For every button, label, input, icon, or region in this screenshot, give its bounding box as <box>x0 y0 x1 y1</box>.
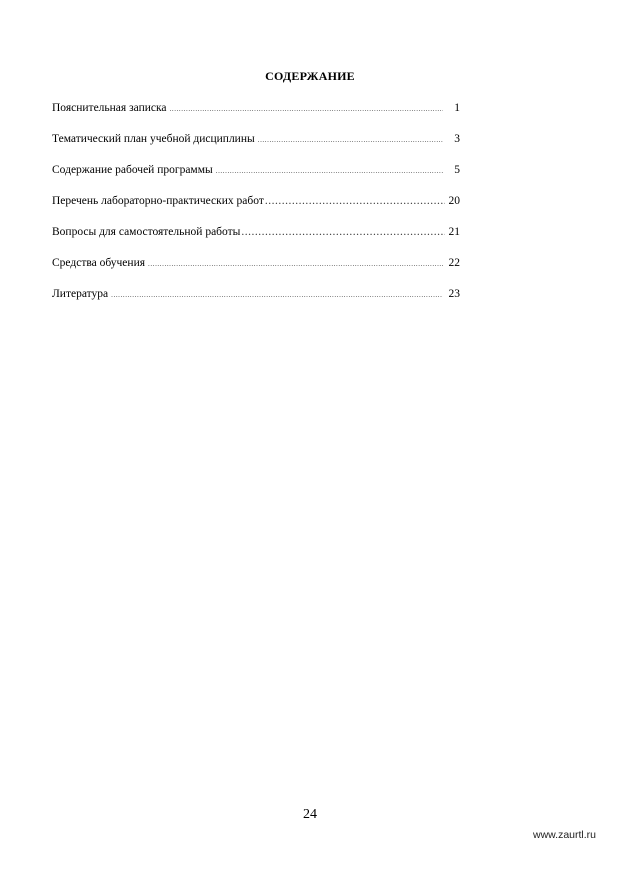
toc-entry-label: Литература <box>52 288 109 300</box>
toc-leader-dots <box>170 102 443 117</box>
toc-entry-label: Пояснительная записка <box>52 102 167 114</box>
toc-entry-literature[interactable] <box>52 287 462 302</box>
toc-entry-label: Тематический план учебной дисциплины <box>52 133 255 145</box>
toc-entry-program-content[interactable] <box>52 163 462 178</box>
page-title: СОДЕРЖАНИЕ <box>265 69 355 83</box>
toc-entry-label: Вопросы для самостоятельной работы <box>52 226 241 238</box>
page-number: 24 <box>303 807 317 822</box>
site-watermark: www.zaurtl.ru <box>532 829 596 841</box>
toc-entry-lab-works[interactable] <box>52 194 462 209</box>
toc-leader-dots <box>111 288 443 303</box>
toc-entry-label: Содержание рабочей программы <box>52 164 213 176</box>
toc-entry-thematic-plan[interactable] <box>52 132 462 147</box>
toc-entry-page: 5 <box>454 164 460 176</box>
toc-entry-page: 21 <box>448 226 460 238</box>
toc-entry-label: Средства обучения <box>52 257 146 269</box>
toc-entry-page: 20 <box>448 195 460 207</box>
toc-entry-page: 22 <box>448 257 460 269</box>
toc-leader-dots <box>216 164 443 179</box>
toc-entry-page: 23 <box>448 288 460 300</box>
toc-entry-teaching-aids[interactable] <box>52 256 462 271</box>
toc-leader-dots <box>241 225 445 240</box>
table-of-contents <box>52 101 462 318</box>
toc-entry-page: 1 <box>454 102 460 114</box>
toc-entry-label: Перечень лабораторно-практических работ <box>52 195 264 207</box>
toc-entry-explanatory-note[interactable] <box>52 101 462 116</box>
toc-leader-dots <box>258 133 443 148</box>
toc-leader-dots <box>265 194 445 209</box>
toc-leader-dots <box>148 257 443 272</box>
toc-entry-self-study-questions[interactable] <box>52 225 462 240</box>
toc-entry-page: 3 <box>454 133 460 145</box>
